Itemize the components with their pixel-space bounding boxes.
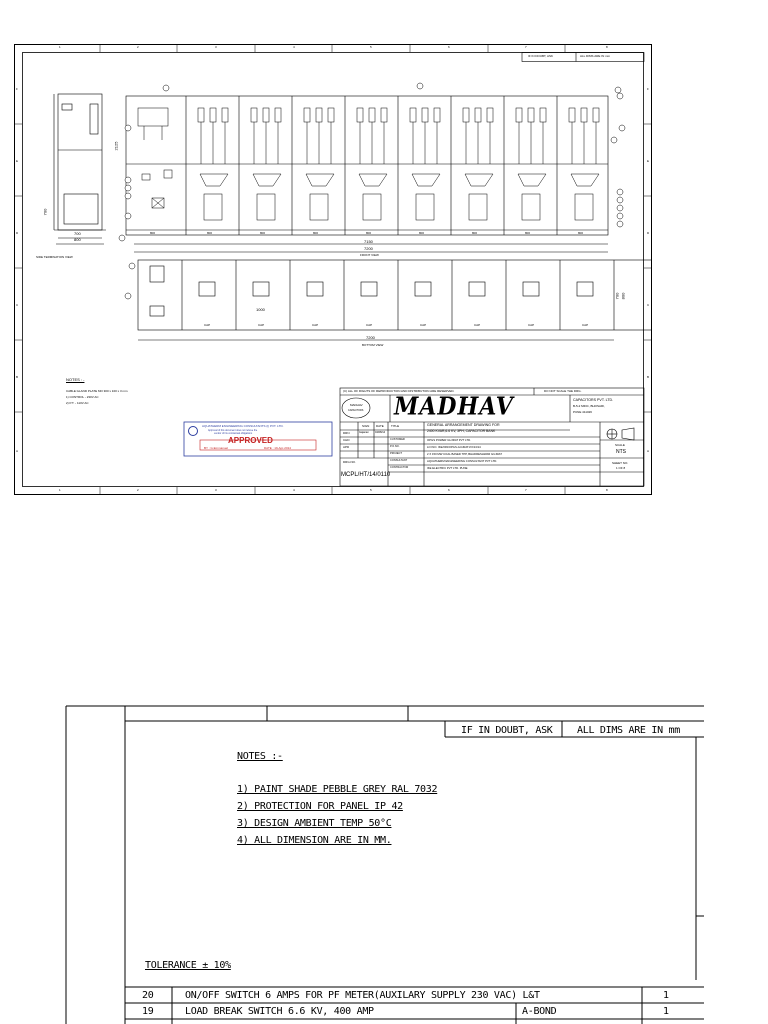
stamp-note: Approval of this document does not relieve the xyxy=(208,429,258,432)
bom-make: A-BOND xyxy=(522,1006,557,1017)
drawing-number: MCPL/HT/14/0110 xyxy=(341,472,391,478)
tolerance-note: TOLERANCE ± 10% xyxy=(145,960,231,971)
note-item: 2) PROTECTION FOR PANEL IP 42 xyxy=(237,801,403,812)
zone-number: 7 xyxy=(525,488,527,492)
dim-total: 7150 xyxy=(364,239,373,244)
bom-item-no: 19 xyxy=(142,1006,154,1017)
company-line: B-5-2 MIDC, BHOSARI, xyxy=(573,404,605,408)
po-value: LOI NO. IKE/093/OPGS-GUJRAT-P2/13/14 xyxy=(427,445,481,449)
drawing-sheet-1 xyxy=(14,44,652,495)
cap-label: CAP xyxy=(258,323,265,327)
cell-dim: 800 xyxy=(150,231,156,235)
zone-number: 1 xyxy=(59,488,61,492)
bom-description: LOAD BREAK SWITCH 6.6 KV, 400 AMP xyxy=(185,1006,374,1017)
title-label: TITLE xyxy=(391,424,400,428)
cell-dim: 800 xyxy=(207,231,213,235)
zone-letter: C xyxy=(647,303,650,307)
note-line: CABLE GLAND PLATE MO 300 x 100 x 3 mm xyxy=(66,389,128,393)
side-view-label: SIDE TERMINATION VIEW xyxy=(36,255,73,259)
zone-letter: E xyxy=(647,159,650,163)
bom-qty: 1 xyxy=(663,990,669,1001)
bom-qty: 1 xyxy=(663,1006,669,1017)
row-drn: DRN xyxy=(343,431,350,435)
dim-width: 700 xyxy=(74,231,81,236)
zone-letter: D xyxy=(647,231,650,235)
plan-view xyxy=(138,260,652,340)
drawing-sheet-2 xyxy=(0,690,768,1024)
zone-letter: F xyxy=(16,87,18,91)
front-view-label: FRONT VIEW xyxy=(360,253,379,257)
zone-number: 5 xyxy=(370,45,372,49)
cell-dim: 800 xyxy=(578,231,584,235)
dim-height: 2125 xyxy=(113,141,119,151)
plan-total: 7200 xyxy=(366,335,375,340)
cell-dim: 800 xyxy=(525,231,531,235)
stamp-date: DATE : 19-Apr-2014 xyxy=(264,446,291,450)
dims-note-large: ALL DIMS ARE IN mm xyxy=(577,725,680,736)
bom-item-no: 20 xyxy=(142,990,154,1001)
note-item: 1) PAINT SHADE PEBBLE GREY RAL 7032 xyxy=(237,784,438,795)
drawing-title: GENERAL ARRANGEMENT DRAWING FOR xyxy=(427,423,500,427)
cell-dim: 800 xyxy=(366,231,372,235)
notes-heading: NOTES :- xyxy=(237,751,283,762)
zone-number: 1 xyxy=(59,45,61,49)
rights-note: (C) ALL OF RIGHTS OF REPRODUCTION AND DISTRIBUTION ARE RESERVED. xyxy=(343,389,455,393)
zone-number: 7 xyxy=(525,45,527,49)
stamp-by: BY : G.Emmanuel xyxy=(204,446,228,450)
dim-width: 800 xyxy=(74,237,81,242)
zone-number: 6 xyxy=(448,488,450,492)
customer-label: CUSTOMER xyxy=(390,438,405,441)
zone-letter: C xyxy=(16,303,19,307)
zone-number: 5 xyxy=(370,488,372,492)
contractor-label: CONTRACTOR xyxy=(390,466,409,469)
cap-label: CAP xyxy=(420,323,427,327)
zone-number: 3 xyxy=(215,488,217,492)
logo-sub: CAPACITORS xyxy=(348,409,364,412)
project-value: 2 X 150 MW COAL BASED TPP, BHADRESHWAR GUJRAT xyxy=(427,452,503,456)
stamp-seal-icon xyxy=(188,426,198,436)
noscale-note: DO NOT SCALE THE DRG. xyxy=(544,389,582,393)
row-chd: CHD xyxy=(343,438,350,442)
approval-stamp xyxy=(184,422,332,456)
drg-label: DRG.NO. xyxy=(343,460,356,464)
notes-title: NOTES : - xyxy=(66,377,85,382)
sheet-label: SHEET NO. xyxy=(612,461,629,465)
dim-total: 7200 xyxy=(364,246,373,251)
logo-small: MADHAV xyxy=(350,403,363,407)
note-item: 4) ALL DIMENSION ARE IN MM. xyxy=(237,835,392,846)
plan-dim: 1000 xyxy=(256,307,265,312)
po-label: P.O.NO. xyxy=(390,445,400,448)
zone-letter: D xyxy=(16,231,19,235)
zone-letter: B xyxy=(16,375,19,379)
plan-dim: 800 xyxy=(620,292,626,300)
customer-value: OPGS POWER GUJRAT PVT LTD. xyxy=(427,438,471,442)
col-sign: SIGN xyxy=(362,424,370,428)
zone-number: 2 xyxy=(137,45,139,49)
cap-label: CAP xyxy=(312,323,319,327)
cap-label: CAP xyxy=(528,323,535,327)
project-label: PROJECT xyxy=(390,452,403,455)
sheet-number: 1 OF 8 xyxy=(616,466,626,470)
cap-label: CAP xyxy=(474,323,481,327)
note-line: 1) CONTROL - 230V AC xyxy=(66,395,99,399)
stamp-note: vendor of his contractual obligations xyxy=(214,432,253,435)
stamp-approved: APPROVED xyxy=(228,436,273,445)
drn-date: 04/08/14 xyxy=(375,431,386,434)
stamp-company: AQUATHERM ENGINEERING CONSULTANTS (I) PVT. LTD. xyxy=(202,424,284,428)
zone-letter: E xyxy=(16,159,19,163)
scale-label: SCALE xyxy=(615,443,625,447)
sheet2-linework xyxy=(0,690,768,1024)
company-logo: MADHAV xyxy=(394,392,514,422)
cell-dim: 800 xyxy=(472,231,478,235)
cell-dim: 800 xyxy=(313,231,319,235)
zone-number: 4 xyxy=(293,488,295,492)
cap-label: CAP xyxy=(582,323,589,327)
zone-letter: F xyxy=(647,87,649,91)
zone-number: 4 xyxy=(293,45,295,49)
row-apd: APD xyxy=(343,445,350,449)
zone-letter: B xyxy=(647,375,650,379)
doubt-note-large: IF IN DOUBT, ASK xyxy=(461,725,553,736)
drawing-linework xyxy=(14,44,652,495)
zone-number: 8 xyxy=(606,488,608,492)
doubt-note: IF IN DOUBT, ASK xyxy=(528,54,554,58)
col-date: DATE xyxy=(376,424,384,428)
note-line: 2) P.T. - 110V AC xyxy=(66,401,89,405)
contractor-value: IKE ELECTRIC PVT LTD. PUNE xyxy=(427,466,468,470)
plan-dim: 700 xyxy=(614,292,620,300)
drn-name: Gajanan xyxy=(359,431,369,434)
cell-dim: 800 xyxy=(419,231,425,235)
cap-label: CAP xyxy=(366,323,373,327)
company-line: PUNE 411026 xyxy=(573,410,592,414)
consultant-label: CONSULTANT xyxy=(390,459,408,462)
dims-note: ALL DIMS ARE IN mm xyxy=(580,54,611,58)
company-line: CAPACITORS PVT. LTD. xyxy=(573,398,614,402)
zone-number: 3 xyxy=(215,45,217,49)
bom-description: ON/OFF SWITCH 6 AMPS FOR PF METER(AUXILARY SUPPLY 230 VAC) L&T xyxy=(185,990,540,1001)
bottom-view-label: BOTTOM VIEW xyxy=(362,343,384,347)
zone-number: 8 xyxy=(606,45,608,49)
zone-number: 2 xyxy=(137,488,139,492)
cell-dim: 800 xyxy=(260,231,266,235)
dim-height: 700 xyxy=(42,208,48,216)
zone-letter: A xyxy=(647,449,650,453)
note-item: 3) DESIGN AMBIENT TEMP 50°C xyxy=(237,818,392,829)
scale-value: NTS xyxy=(616,449,626,455)
zone-number: 6 xyxy=(448,45,450,49)
cap-label: CAP xyxy=(204,323,211,327)
drawing-title: 2400 KVAR,6.6 KV, 3PH, CAPACITOR BANK xyxy=(427,429,496,433)
consultant-value: AQUATHERM ENGINEERING CONSULTANT PVT LTD. xyxy=(427,459,498,463)
zone-letter: A xyxy=(16,449,19,453)
